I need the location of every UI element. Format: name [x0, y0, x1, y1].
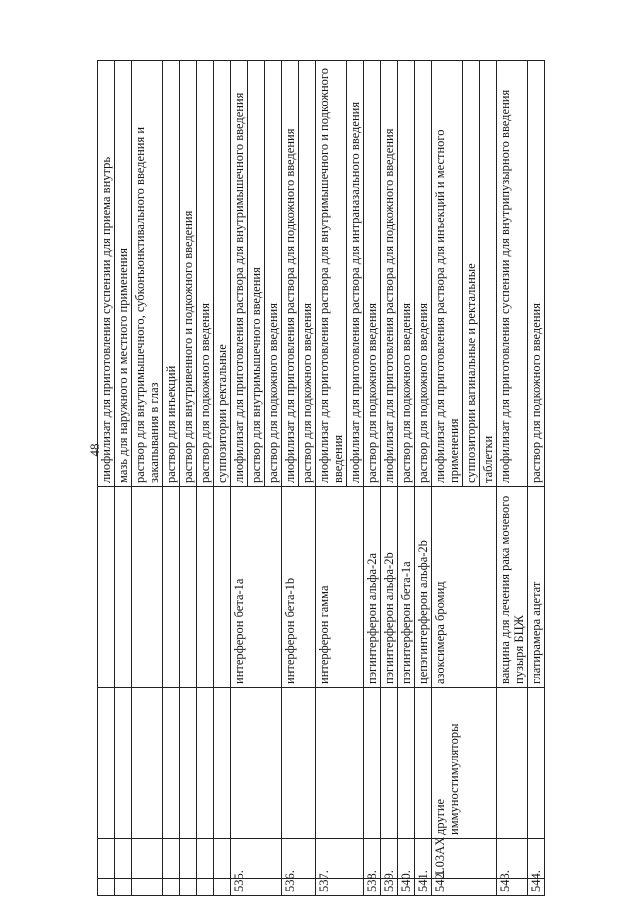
pharmacological-group: другие иммуностимуляторы	[432, 688, 497, 839]
table-row	[528, 61, 545, 896]
pharmacological-group	[415, 688, 432, 839]
dosage-form: раствор для внутривенного и подкожного введения	[180, 61, 197, 487]
row-number: 542.	[432, 879, 497, 896]
row-number: 538.	[364, 879, 381, 896]
pharmacological-group	[381, 688, 398, 839]
row-number	[115, 879, 132, 896]
table-row	[197, 61, 214, 896]
row-number	[197, 879, 214, 896]
table-row	[497, 61, 528, 896]
pharmacological-group	[180, 688, 197, 839]
row-number	[214, 879, 231, 896]
table-row	[115, 61, 132, 896]
row-number: 536.	[282, 879, 316, 896]
table-row	[364, 61, 381, 896]
dosage-form: лиофилизат для приготовления суспензии для внутрипузырного введения	[497, 61, 528, 487]
table-row	[214, 61, 231, 896]
drug-name	[115, 487, 132, 688]
atc-code	[163, 839, 180, 879]
drug-name	[132, 487, 163, 688]
row-number: 537.	[316, 879, 364, 896]
table-row	[231, 61, 248, 896]
row-number: 539.	[381, 879, 398, 896]
dosage-form: раствор для инъекций	[163, 61, 180, 487]
dosage-form: раствор для подкожного введения	[265, 61, 282, 487]
row-number: 541.	[415, 879, 432, 896]
drug-name	[98, 487, 115, 688]
row-number	[132, 879, 163, 896]
pharmacological-group	[364, 688, 381, 839]
table-row	[316, 61, 347, 896]
pharmacological-group	[497, 688, 528, 839]
atc-code	[132, 839, 163, 879]
rotated-page	[97, 61, 585, 896]
table-row	[398, 61, 415, 896]
table-row	[180, 61, 197, 896]
dosage-form: лиофилизат для приготовления раствора для внутримышечного введения	[231, 61, 248, 487]
drug-name: пэгинтерферон бета-1a	[398, 487, 415, 688]
drug-name: цепэгинтерферон альфа-2b	[415, 487, 432, 688]
pharmacological-group	[214, 688, 231, 839]
row-number: 540.	[398, 879, 415, 896]
pharmacological-group	[197, 688, 214, 839]
pharmacological-group	[282, 688, 316, 839]
dosage-form: лиофилизат для приготовления раствора для инъекций и местного применения	[432, 61, 463, 487]
drug-name	[197, 487, 214, 688]
pharmacological-group	[231, 688, 282, 839]
dosage-form: раствор для подкожного введения	[364, 61, 381, 487]
atc-code	[115, 839, 132, 879]
atc-code: L03AX	[432, 839, 497, 879]
atc-code	[98, 839, 115, 879]
drug-name: интерферон гамма	[316, 487, 364, 688]
row-number: 543.	[497, 879, 528, 896]
table-row	[415, 61, 432, 896]
dosage-form: лиофилизат для приготовления раствора для подкожного введения	[282, 61, 299, 487]
dosage-form: раствор для подкожного введения	[299, 61, 316, 487]
drug-table	[97, 60, 545, 896]
drug-name: азоксимера бромид	[432, 487, 497, 688]
drug-name: вакцина для лечения рака мочевого пузыря БЦЖ	[497, 487, 528, 688]
dosage-form: раствор для подкожного введения	[398, 61, 415, 487]
atc-code	[214, 839, 231, 879]
page-number: 48	[87, 443, 102, 457]
row-number	[98, 879, 115, 896]
table-row	[132, 61, 163, 896]
dosage-form: лиофилизат для приготовления суспензии для приема внутрь	[98, 61, 115, 487]
dosage-form: раствор для внутримышечного, субконъюнктивального введения и закапывания в глаз	[132, 61, 163, 487]
row-number	[180, 879, 197, 896]
table-row	[432, 61, 463, 896]
dosage-form: раствор для подкожного введения	[415, 61, 432, 487]
drug-name: пэгинтерферон альфа-2b	[381, 487, 398, 688]
drug-name	[214, 487, 231, 688]
table-row	[163, 61, 180, 896]
dosage-form: раствор для подкожного введения	[197, 61, 214, 487]
drug-name: интерферон бета-1b	[282, 487, 316, 688]
drug-table-body	[98, 61, 545, 896]
row-number: 544.	[528, 879, 545, 896]
drug-name	[163, 487, 180, 688]
dosage-form: раствор для подкожного введения	[528, 61, 545, 487]
table-row	[282, 61, 299, 896]
row-number: 535.	[231, 879, 282, 896]
dosage-form: таблетки	[480, 61, 497, 487]
drug-name: глатирамера ацетат	[528, 487, 545, 688]
pharmacological-group	[98, 688, 115, 839]
pharmacological-group	[132, 688, 163, 839]
atc-code	[197, 839, 214, 879]
dosage-form: суппозитории вагинальные и ректальные	[463, 61, 480, 487]
drug-name: интерферон бета-1a	[231, 487, 282, 688]
table-row	[381, 61, 398, 896]
dosage-form: мазь для наружного и местного применения	[115, 61, 132, 487]
pharmacological-group	[528, 688, 545, 839]
dosage-form: лиофилизат для приготовления раствора для подкожного введения	[381, 61, 398, 487]
pharmacological-group	[115, 688, 132, 839]
dosage-form: раствор для внутримышечного введения	[248, 61, 265, 487]
pharmacological-group	[398, 688, 415, 839]
dosage-form: лиофилизат для приготовления раствора для внутримышечного и подкожного введения	[316, 61, 347, 487]
dosage-form: суппозитории ректальные	[214, 61, 231, 487]
dosage-form: лиофилизат для приготовления раствора для интраназального введения	[347, 61, 364, 487]
drug-name	[180, 487, 197, 688]
table-row	[98, 61, 115, 896]
drug-name: пэгинтерферон альфа-2a	[364, 487, 381, 688]
atc-code	[180, 839, 197, 879]
row-number	[163, 879, 180, 896]
pharmacological-group	[163, 688, 180, 839]
pharmacological-group	[316, 688, 364, 839]
